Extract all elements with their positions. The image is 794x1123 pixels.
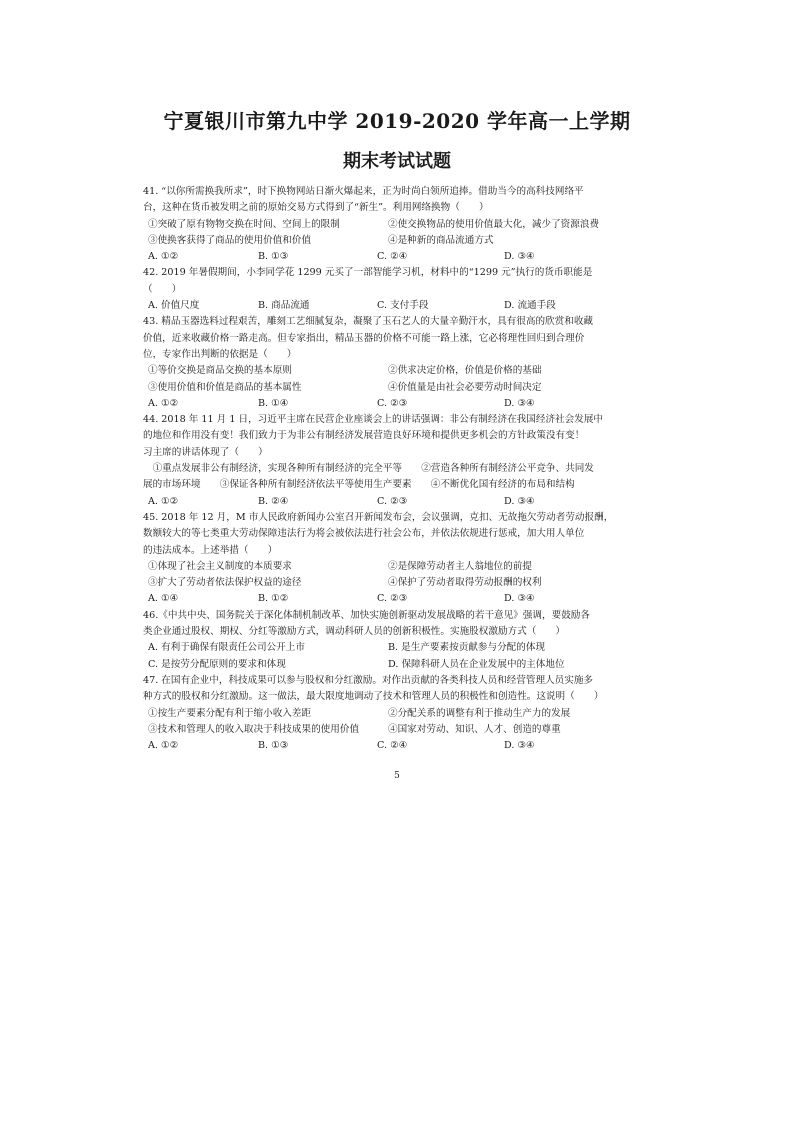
statement: ①等价交换是商品交换的基本原则 — [148, 365, 292, 377]
answer-option: B. ①④ — [258, 397, 289, 409]
question-42 — [143, 265, 663, 314]
question-stem-line: 位，专家作出判断的依据是（ ） — [143, 348, 297, 360]
statement-row — [143, 575, 663, 591]
question-stem-line: 种方式的股权和分红激励。这一做法，最大限度地调动了技术和管理人员的积极性和创造性。这说明（ ） — [143, 691, 604, 703]
statement: ③扩大了劳动者依法保护权益的途径 — [148, 577, 302, 589]
answer-option: B. 商品流通 — [258, 300, 310, 312]
question-stem-line: 数额较大的等七类重大劳动保障违法行为将会被依法进行社会公布，并依法依规进行惩戒，加大用人单位 — [143, 528, 585, 540]
question-47 — [143, 673, 663, 754]
answer-option: D. ③④ — [504, 495, 535, 507]
question-stem-line: 的违法成本。上述举措（ ） — [143, 544, 278, 556]
answer-option: C. 支付手段 — [377, 300, 429, 312]
statement: ④是种新的商品流通方式 — [388, 234, 494, 246]
question-stem-line: 展的市场环境 ③保证各种所有制经济依法平等使用生产要素 ④不断优化国有经济的布局和结构 — [143, 479, 575, 491]
answer-option: A. ①② — [148, 251, 179, 263]
answer-option: C. ②④ — [377, 740, 408, 752]
statement: C. 是按劳分配原则的要求和体现 — [148, 658, 286, 670]
answer-options — [143, 249, 663, 265]
answer-option: C. ②③ — [377, 593, 408, 605]
statement: ①按生产要素分配有利于缩小收入差距 — [148, 707, 312, 719]
statement: A. 有利于确保有限责任公司公开上市 — [148, 642, 305, 654]
question-stem-line: 42. 2019 年暑假期间，小李同学花 1299 元买了一部智能学习机，材料中的“1299 元”执行的货币职能是 — [143, 267, 593, 279]
statement: ③技术和管理人的收入取决于科技成果的使用价值 — [148, 723, 360, 735]
statement: B. 是生产要素按贡献参与分配的体现 — [388, 642, 546, 654]
question-stem-line: 习主席的讲话体现了（ ） — [143, 446, 268, 458]
question-stem-line: 45. 2018 年 12 月，M 市人民政府新闻办公室召开新闻发布会，会议强调，克扣、无故拖欠劳动者劳动报酬， — [143, 511, 614, 523]
statement-row — [143, 233, 663, 249]
statement-row — [143, 722, 663, 738]
statement: ②是保障劳动者主人翁地位的前提 — [388, 560, 532, 572]
answer-options — [143, 396, 663, 412]
answer-option: A. ①② — [148, 495, 179, 507]
question-stem-line: ①重点发展非公有制经济，实现各种所有制经济的完全平等 ②营造各种所有制经济公平竞争、共同发 — [143, 463, 594, 475]
statement: ①体现了社会主义制度的本质要求 — [148, 560, 292, 572]
question-stem-line: 台，这种在货币被发明之前的原始交易方式得到了“新生”。利用网络换物（ ） — [143, 202, 489, 214]
answer-option: A. ①② — [148, 397, 179, 409]
answer-option: D. ③④ — [504, 593, 535, 605]
statement: ③使用价值和价值是商品的基本属性 — [148, 381, 302, 393]
statement-row — [143, 217, 663, 233]
question-stem-line: 46.《中共中央、国务院关于深化体制机制改革、加快实施创新驱动发展战略的若干意见》强调，要鼓励各 — [143, 609, 590, 621]
statement-row — [143, 706, 663, 722]
question-stem-line: （ ） — [143, 283, 182, 295]
statement: ③使换客获得了商品的使用价值和价值 — [148, 234, 312, 246]
answer-option: D. ③④ — [504, 397, 535, 409]
question-list — [143, 184, 663, 754]
answer-options — [143, 298, 663, 314]
statement-row — [143, 559, 663, 575]
statement: ②分配关系的调整有利于推动生产力的发展 — [388, 707, 571, 719]
question-stem-line: 43. 精品玉器选料过程艰苦，雕刻工艺细腻复杂，凝聚了玉石艺人的大量辛勤汗水，具有很高的欣赏和收藏 — [143, 316, 594, 328]
answer-option: B. ①② — [258, 593, 289, 605]
statement: ②使交换物品的使用价值最大化，减少了资源浪费 — [388, 218, 600, 230]
question-stem-line: 价值，近来收藏价格一路走高。但专家指出，精品玉器的价格不可能一路上涨，它必将理性回归到合理价 — [143, 332, 585, 344]
statement: ④国家对劳动、知识、人才、创造的尊重 — [388, 723, 561, 735]
answer-option: B. ①③ — [258, 251, 289, 263]
question-45 — [143, 510, 663, 608]
statement-row — [143, 640, 663, 656]
question-stem-line: 44. 2018 年 11 月 1 日，习近平主席在民营企业座谈会上的讲话强调：非公有制经济在我国经济社会发展中 — [143, 414, 604, 426]
statement-row — [143, 363, 663, 379]
question-41 — [143, 184, 663, 265]
answer-options — [143, 591, 663, 607]
answer-option: D. ③④ — [504, 740, 535, 752]
question-stem-line: 的地位和作用没有变！我们致力于为非公有制经济发展营造良好环境和提供更多机会的方针政策没有变！ — [143, 430, 585, 442]
statement: ①突破了原有物物交换在时间、空间上的限制 — [148, 218, 340, 230]
statement: D. 保障科研人员在企业发展中的主体地位 — [388, 658, 565, 670]
answer-option: D. 流通手段 — [504, 300, 556, 312]
exam-subtitle: 期末考试试题 — [343, 151, 451, 172]
answer-option: A. ①④ — [148, 593, 179, 605]
statement-row — [143, 380, 663, 396]
statement: ④价值量是由社会必要劳动时间决定 — [388, 381, 542, 393]
answer-options — [143, 494, 663, 510]
question-43 — [143, 314, 663, 412]
question-44 — [143, 412, 663, 510]
answer-option: C. ②③ — [377, 495, 408, 507]
answer-option: A. 价值尺度 — [148, 300, 200, 312]
answer-option: B. ①③ — [258, 740, 289, 752]
question-stem-line: 41. “以你所需换我所求”，时下换物网站日渐火爆起来，正为时尚白领所追捧。借助当今的高科技网络平 — [143, 186, 584, 197]
statement: ④保护了劳动者取得劳动报酬的权利 — [388, 577, 542, 589]
answer-option: C. ②④ — [377, 251, 408, 263]
answer-option: C. ②③ — [377, 397, 408, 409]
question-stem-line: 47. 在国有企业中，科技成果可以参与股权和分红激励。对作出贡献的各类科技人员和经营管理人员实施多 — [143, 674, 594, 686]
exam-title: 宁夏银川市第九中学 2019-2020 学年高一上学期 — [163, 109, 631, 133]
statement-row — [143, 657, 663, 673]
statement: ②供求决定价格，价值是价格的基础 — [388, 365, 542, 377]
answer-option: A. ①② — [148, 740, 179, 752]
answer-option: B. ②④ — [258, 495, 289, 507]
question-46 — [143, 608, 663, 673]
page-number: 5 — [394, 771, 400, 781]
answer-option: D. ③④ — [504, 251, 535, 263]
question-stem-line: 类企业通过股权、期权、分红等激励方式，调动科研人员的创新积极性。实施股权激励方式（ ） — [143, 626, 566, 638]
answer-options — [143, 738, 663, 754]
